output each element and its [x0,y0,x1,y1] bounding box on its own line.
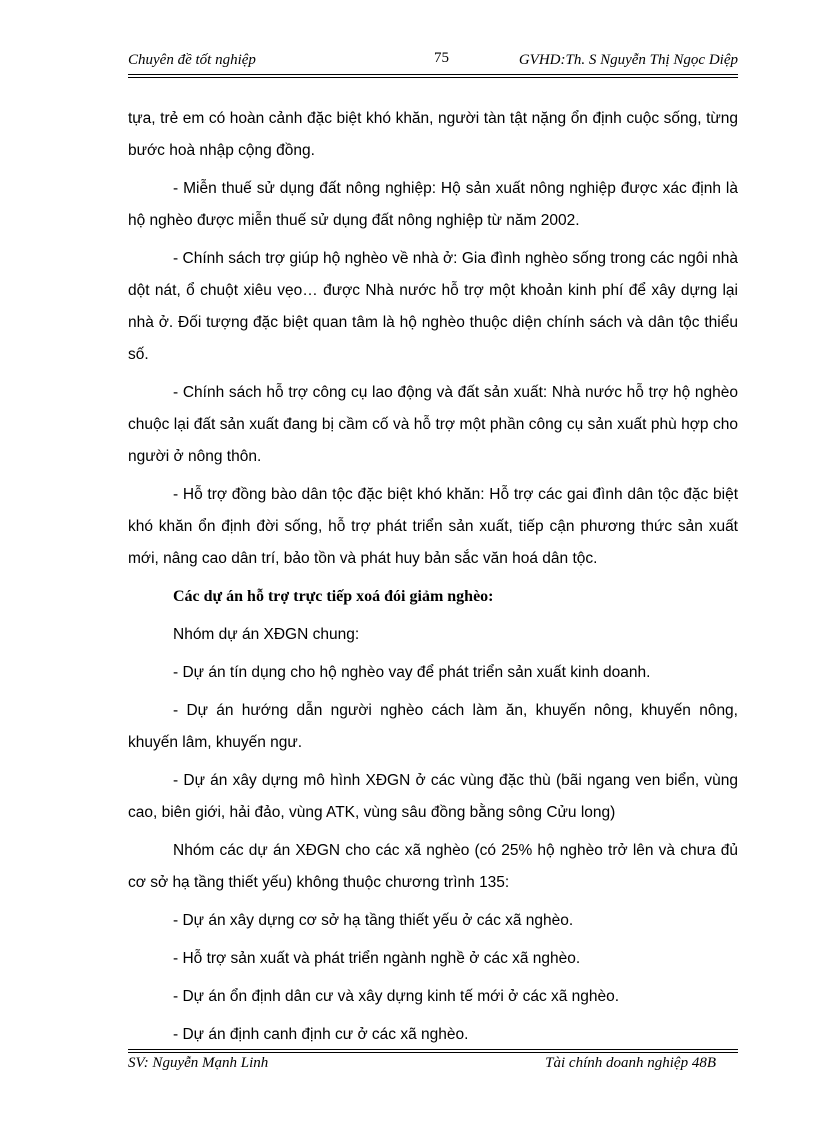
paragraph: - Dự án xây dựng cơ sở hạ tầng thiết yếu ở các xã nghèo. [173,912,574,929]
page-header [128,50,738,74]
paragraph: - Hỗ trợ sản xuất và phát triển ngành nghề ở các xã nghèo. [173,950,581,967]
paragraph: - Miễn thuế sử dụng đất nông nghiệp: Hộ sản xuất nông nghiệp được xác định là hộ nghèo được miễn thuế sử dụng đất nông nghiệp từ năm 2002. [128,180,738,229]
document-body [128,103,738,1057]
page-number: 75 [434,50,449,66]
header-thesis-title: Chuyên đề tốt nghiệp [128,52,256,68]
paragraph: - Dự án xây dựng mô hình XĐGN ở các vùng đặc thù (bãi ngang ven biển, vùng cao, biên giới, hải đảo, vùng ATK, vùng sâu đồng bằng sông Cửu long) [128,772,738,821]
paragraph: - Chính sách hỗ trợ công cụ lao động và đất sản xuất: Nhà nước hỗ trợ hộ nghèo chuộc lại đất sản xuất đang bị cầm cố và hỗ trợ một phần công cụ sản xuất phù hợp cho người ở nông thôn. [128,384,738,465]
paragraph: - Chính sách trợ giúp hộ nghèo về nhà ở: Gia đình nghèo sống trong các ngôi nhà dột nát, ổ chuột xiêu vẹo… được Nhà nước hỗ trợ một khoản kinh phí để xây dựng lại nhà ở. Đối tượng đặc biệt quan tâm là hộ nghèo thuộc diện chính sách và dân tộc thiểu số. [128,250,738,363]
header-rule-thin [128,77,738,78]
paragraph: Nhóm các dự án XĐGN cho các xã nghèo (có 25% hộ nghèo trở lên và chưa đủ cơ sở hạ tầng thiết yếu) không thuộc chương trình 135: [128,842,738,891]
paragraph: - Dự án hướng dẫn người nghèo cách làm ăn, khuyến nông, khuyến nông, khuyến lâm, khuyến ngư. [128,702,738,751]
header-supervisor: GVHD:Th. S Nguyễn Thị Ngọc Diệp [518,52,738,68]
paragraph: tựa, trẻ em có hoàn cảnh đặc biệt khó khăn, người tàn tật nặng ổn định cuộc sống, từng bước hoà nhập cộng đồng. [128,110,738,159]
footer-rule [128,1052,738,1053]
paragraph: - Dự án ổn định dân cư và xây dựng kinh tế mới ở các xã nghèo. [173,988,620,1005]
header-rule [128,74,738,75]
paragraph: - Hỗ trợ đồng bào dân tộc đặc biệt khó khăn: Hỗ trợ các gai đình dân tộc đặc biệt khó khăn ổn định đời sống, hỗ trợ phát triển sản xuất, tiếp cận phương thức sản xuất mới, nâng cao dân trí, bảo tồn và phát huy bản sắc văn hoá dân tộc. [128,486,738,567]
footer-class: Tài chính doanh nghiệp 48B [545,1055,716,1071]
paragraph: Nhóm dự án XĐGN chung: [173,626,360,643]
paragraph: - Dự án định canh định cư ở các xã nghèo. [173,1026,469,1043]
footer-rule-thin [128,1049,738,1050]
section-heading: Các dự án hỗ trợ trực tiếp xoá đói giảm nghèo: [173,588,494,605]
paragraph: - Dự án tín dụng cho hộ nghèo vay để phát triển sản xuất kinh doanh. [173,664,651,681]
page-footer [128,1055,738,1079]
footer-student-name: SV: Nguyễn Mạnh Linh [128,1055,269,1071]
